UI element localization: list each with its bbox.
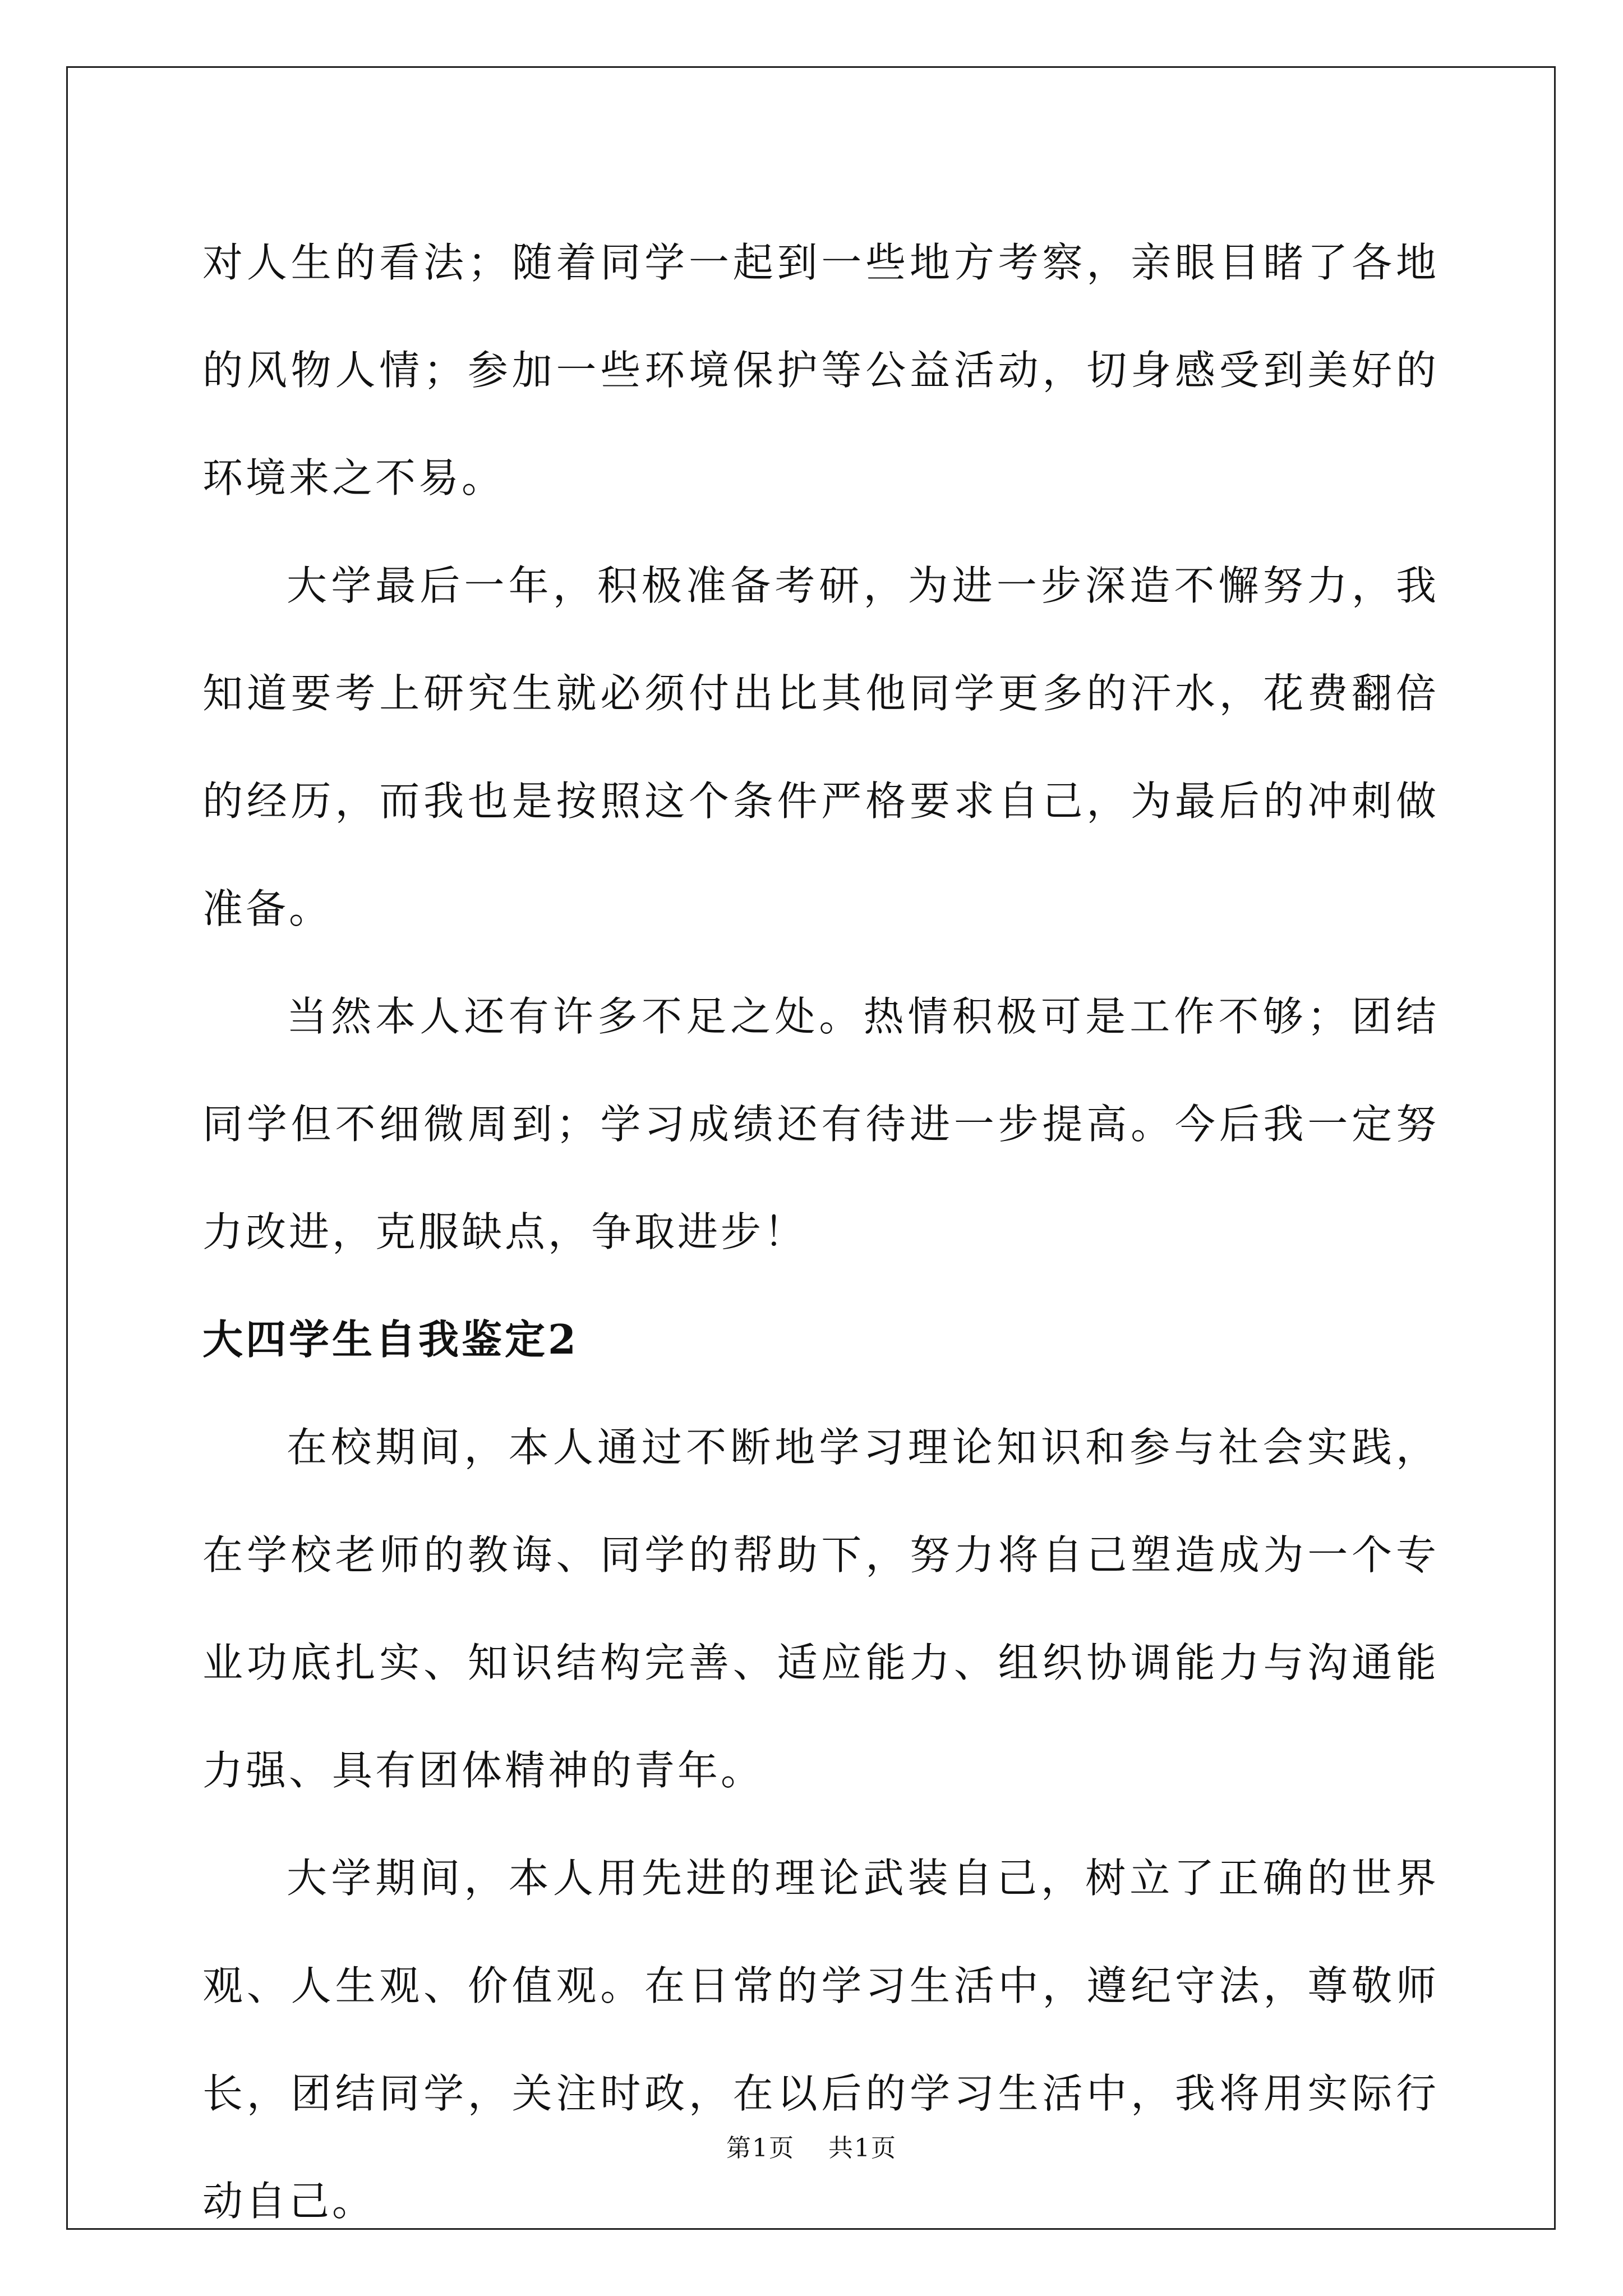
section-heading: 大四学生自我鉴定2 (202, 1315, 579, 1363)
document-body (202, 209, 1439, 2255)
page-number-total: 共1页 (828, 2134, 897, 2162)
section-paragraph-2: 大学期间，本人用先进的理论武装自己，树立了正确的世界观、人生观、价值观。在日常的学习生活中，遵纪守法，尊敬师长，团结同学，关注时政，在以后的学习生活中，我将用实际行动自己。 (202, 1855, 1439, 2225)
paragraph-2: 大学最后一年，积极准备考研，为进一步深造不懈努力，我知道要考上研究生就必须付出比其他同学更多的汗水，花费翻倍的经历，而我也是按照这个条件严格要求自己，为最后的冲刺做准备。 (202, 562, 1439, 932)
page-number-current: 第1页 (726, 2134, 795, 2162)
section-paragraph-1: 在校期间，本人通过不断地学习理论知识和参与社会实践，在学校老师的教诲、同学的帮助下，努力将自己塑造成为一个专业功底扎实、知识结构完善、适应能力、组织协调能力与沟通能力强、具有团体精神的青年。 (202, 1424, 1439, 1794)
paragraph-1: 对人生的看法；随着同学一起到一些地方考察，亲眼目睹了各地的风物人情；参加一些环境保护等公益活动，切身感受到美好的环境来之不易。 (202, 239, 1439, 501)
page-footer (0, 2132, 1623, 2165)
paragraph-3: 当然本人还有许多不足之处。热情积极可是工作不够；团结同学但不细微周到；学习成绩还有待进一步提高。今后我一定努力改进，克服缺点，争取进步！ (202, 993, 1439, 1255)
